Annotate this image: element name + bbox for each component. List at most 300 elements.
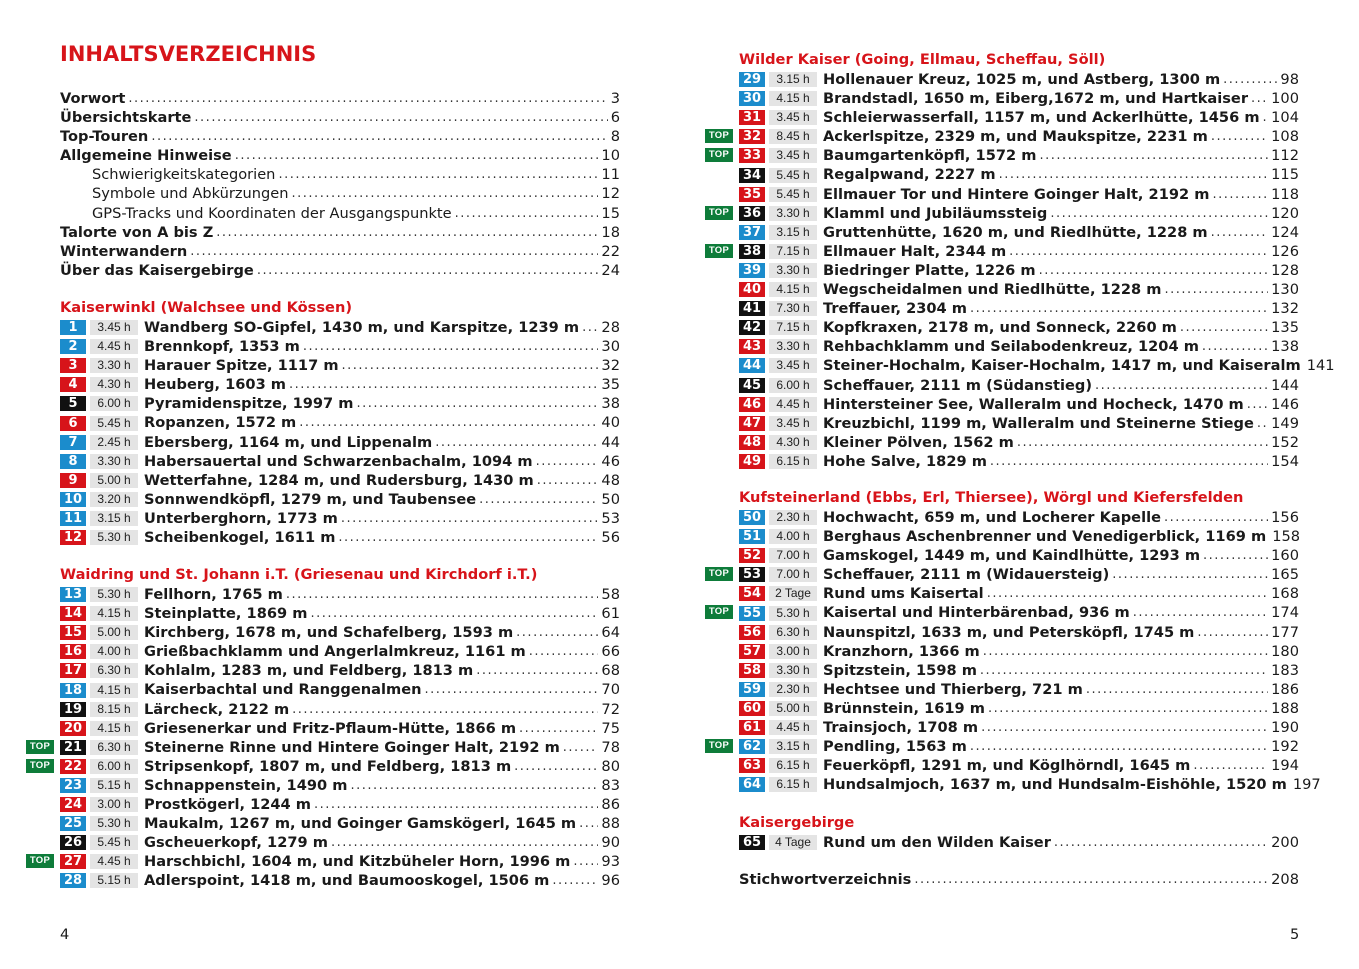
tour-entry[interactable]	[60, 452, 620, 471]
dot-leader	[1039, 146, 1268, 165]
tour-entry[interactable]	[739, 414, 1299, 433]
tour-duration: 6.15 h	[769, 758, 817, 773]
tour-title: Klamml und Jubiläumssteig	[823, 204, 1048, 222]
tour-page: 28	[601, 319, 620, 336]
tour-number-badge: 56	[739, 625, 765, 640]
tour-page: 120	[1271, 204, 1299, 222]
top-badge: TOP	[26, 854, 54, 868]
tour-title: Grießbachklamm und Angerlalmkreuz, 1161 m	[144, 643, 526, 661]
tour-title: Rund ums Kaisertal	[823, 585, 984, 603]
toc-entry[interactable]	[60, 89, 620, 108]
tour-title: Ebersberg, 1164 m, und Lippenalm	[144, 433, 433, 451]
tour-entry[interactable]	[60, 623, 620, 642]
tour-number-badge: 63	[739, 758, 765, 773]
tour-title: Habersauertal und Schwarzenbachalm, 1094 m	[144, 452, 533, 470]
tour-duration: 6.00 h	[90, 396, 138, 411]
dot-leader	[970, 299, 1268, 318]
tour-entry[interactable]	[739, 756, 1299, 775]
tour-entry[interactable]	[60, 509, 620, 528]
tour-title: Spitzstein, 1598 m	[823, 661, 977, 679]
tour-page: 156	[1271, 509, 1299, 526]
tour-number-badge: 65	[739, 835, 765, 850]
tour-title: Trainsjoch, 1708 m	[823, 719, 979, 737]
tour-duration: 4.45 h	[769, 720, 817, 735]
tour-page: 197	[1292, 776, 1321, 794]
tour-title: Sonnwendköpfl, 1279 m, und Taubensee	[144, 490, 477, 508]
tour-title: Schnappenstein, 1490 m	[144, 776, 348, 794]
tour-entry[interactable]	[739, 546, 1299, 565]
dot-leader	[455, 204, 599, 223]
tour-page: 200	[1271, 834, 1299, 851]
entry-page: 3	[610, 90, 620, 107]
tour-number-badge: 11	[60, 511, 86, 526]
tour-entry[interactable]	[708, 603, 1299, 622]
tour-number-badge: 15	[60, 625, 86, 640]
tour-page: 48	[601, 471, 620, 489]
dot-leader	[289, 375, 598, 394]
tour-page: 56	[601, 529, 620, 547]
tour-title: Fellhorn, 1765 m	[144, 586, 283, 603]
tour-title: Scheffauer, 2111 m (Südanstieg)	[823, 376, 1093, 394]
dot-leader	[573, 852, 598, 871]
tour-page: 64	[601, 624, 620, 642]
tour-number-badge: 54	[739, 586, 765, 601]
tour-page: 128	[1271, 261, 1299, 279]
dot-leader	[563, 738, 599, 757]
tour-title: Wegscheidalmen und Riedlhütte, 1228 m	[823, 281, 1162, 299]
section-heading: Wilder Kaiser (Going, Ellmau, Scheffau, Söll)	[739, 51, 1106, 68]
toc-entry[interactable]	[60, 165, 620, 184]
dot-leader	[292, 700, 598, 719]
tour-entry[interactable]	[60, 337, 620, 356]
tour-title: Gamskogel, 1449 m, und Kaindlhütte, 1293 m	[823, 547, 1201, 565]
tour-duration: 4.15 h	[90, 721, 138, 736]
toc-entry[interactable]	[60, 242, 620, 261]
top-badge: TOP	[705, 605, 733, 619]
tour-page: 80	[601, 757, 620, 775]
tour-entry[interactable]	[739, 452, 1299, 471]
tour-duration: 5.00 h	[769, 701, 817, 716]
right-page	[708, 0, 1335, 969]
tour-entry[interactable]	[60, 585, 620, 604]
tour-entry[interactable]	[60, 680, 620, 699]
tour-page: 86	[601, 796, 620, 814]
tour-entry[interactable]	[708, 204, 1299, 223]
tour-entry[interactable]	[708, 565, 1299, 584]
tour-duration: 3.30 h	[769, 263, 817, 278]
entry-page: 11	[601, 166, 620, 184]
dot-leader	[514, 757, 598, 776]
tour-number-badge: 48	[739, 435, 765, 450]
entry-page: 8	[610, 128, 620, 146]
tour-page: 180	[1271, 642, 1299, 660]
dot-leader	[1203, 546, 1268, 565]
dot-leader	[1247, 395, 1268, 414]
tour-number-badge: 6	[60, 416, 86, 431]
tour-entry[interactable]	[60, 433, 620, 452]
tour-duration: 6.15 h	[769, 777, 817, 792]
dot-leader	[1263, 108, 1269, 127]
tour-duration: 6.30 h	[90, 740, 138, 755]
section-wilder-kaiser	[708, 50, 1335, 471]
tour-duration: 2.45 h	[90, 435, 138, 450]
tour-duration: 5.30 h	[90, 816, 138, 831]
tour-duration: 4.15 h	[769, 91, 817, 106]
tour-duration: 3.15 h	[769, 225, 817, 240]
dot-leader	[1180, 318, 1268, 337]
tour-entry[interactable]	[739, 508, 1299, 527]
dot-leader	[1223, 70, 1277, 89]
entry-page: 6	[610, 109, 620, 127]
dot-leader	[128, 89, 607, 108]
section-heading: Waidring und St. Johann i.T. (Griesenau und Kirchdorf i.T.)	[60, 566, 538, 583]
tour-entry[interactable]	[29, 738, 620, 757]
tour-entry[interactable]	[708, 737, 1299, 756]
tour-title: Berghaus Aschenbrenner und Venedigerblick, 1169 m	[823, 528, 1267, 546]
tour-page: 158	[1272, 528, 1301, 546]
dot-leader	[286, 585, 599, 604]
dot-leader	[1017, 433, 1268, 452]
tour-entry[interactable]	[29, 757, 620, 776]
dot-leader	[999, 165, 1269, 184]
entry-page: 15	[601, 204, 620, 222]
dot-leader	[257, 261, 599, 280]
tour-title: Pyramidenspitze, 1997 m	[144, 395, 354, 413]
tour-entry[interactable]	[708, 127, 1299, 146]
tour-title: Hintersteiner See, Walleralm und Hocheck, 1470 m	[823, 395, 1244, 413]
tour-number-badge: 41	[739, 301, 765, 316]
tour-entry[interactable]	[739, 433, 1299, 452]
tour-entry[interactable]	[739, 165, 1299, 184]
tour-page: 53	[601, 509, 620, 527]
tour-page: 192	[1271, 738, 1299, 756]
tour-number-badge: 18	[60, 683, 86, 698]
dot-leader	[1086, 680, 1268, 699]
tour-duration: 8.15 h	[90, 702, 138, 717]
tour-number-badge: 59	[739, 682, 765, 697]
tour-duration: 7.00 h	[769, 567, 817, 582]
tour-entry[interactable]	[739, 337, 1299, 356]
tour-page: 188	[1271, 699, 1299, 717]
dot-leader	[1211, 223, 1269, 242]
dot-leader	[476, 661, 598, 680]
tour-number-badge: 50	[739, 510, 765, 525]
tour-duration: 5.00 h	[90, 473, 138, 488]
tour-title: Hundsalmjoch, 1637 m, und Hundsalm-Eishöhle, 1520 m	[823, 776, 1287, 794]
tour-page: 186	[1271, 680, 1299, 698]
toc-entry[interactable]	[60, 146, 620, 165]
tour-title: Hollenauer Kreuz, 1025 m, und Astberg, 1300 m	[823, 71, 1221, 88]
dot-leader	[1257, 414, 1268, 433]
tour-title: Kranzhorn, 1366 m	[823, 642, 980, 660]
tour-page: 144	[1271, 376, 1299, 394]
entry-title: Symbole und Abkürzungen	[92, 185, 289, 203]
dot-leader	[342, 356, 599, 375]
tour-entry[interactable]	[739, 395, 1299, 414]
dot-leader	[914, 870, 1268, 889]
tour-page: 177	[1271, 623, 1299, 641]
tour-duration: 5.30 h	[90, 587, 138, 602]
section-heading: Kaiserwinkl (Walchsee und Kössen)	[60, 299, 353, 316]
tour-page: 32	[601, 357, 620, 375]
dot-leader	[537, 471, 599, 490]
tour-page: 118	[1271, 185, 1299, 203]
tour-number-badge: 53	[739, 567, 765, 582]
dot-leader	[341, 509, 599, 528]
dot-leader	[980, 661, 1268, 680]
tour-duration: 5.45 h	[90, 835, 138, 850]
dot-leader	[1197, 623, 1268, 642]
tour-duration: 5.45 h	[769, 168, 817, 183]
tour-entry[interactable]	[739, 718, 1299, 737]
tour-entry[interactable]	[60, 413, 620, 432]
tour-page: 58	[601, 586, 620, 603]
tour-entry[interactable]	[739, 89, 1299, 108]
top-badge: TOP	[705, 739, 733, 753]
dot-leader	[1112, 565, 1268, 584]
tour-entry[interactable]	[739, 261, 1299, 280]
front-matter-list	[60, 89, 620, 280]
tour-entry[interactable]	[60, 719, 620, 738]
dot-leader	[1164, 508, 1268, 527]
tour-entry[interactable]	[739, 527, 1299, 546]
page-number-right: 5	[1290, 926, 1300, 943]
tour-duration: 4.45 h	[769, 397, 817, 412]
tour-page: 138	[1271, 338, 1299, 356]
dot-leader	[1009, 242, 1268, 261]
tour-title: Rehbachklamm und Seilabodenkreuz, 1204 m	[823, 338, 1199, 356]
tour-entry[interactable]	[60, 490, 620, 509]
dot-leader	[552, 871, 598, 890]
tour-duration: 8.45 h	[769, 129, 817, 144]
tour-entry[interactable]	[739, 356, 1335, 375]
dot-leader	[983, 642, 1268, 661]
tour-number-badge: 34	[739, 168, 765, 183]
tour-entry[interactable]	[739, 699, 1299, 718]
tour-number-badge: 42	[739, 320, 765, 335]
tour-entry[interactable]	[60, 528, 620, 547]
tour-entry[interactable]	[739, 661, 1299, 680]
tour-duration: 5.30 h	[90, 530, 138, 545]
tour-duration: 5.15 h	[90, 873, 138, 888]
tour-duration: 6.30 h	[90, 663, 138, 678]
tour-number-badge: 17	[60, 663, 86, 678]
tour-number-badge: 38	[739, 244, 765, 259]
dot-leader	[988, 699, 1268, 718]
tour-number-badge: 35	[739, 187, 765, 202]
tour-duration: 5.45 h	[769, 187, 817, 202]
tour-entry[interactable]	[739, 775, 1321, 794]
dot-leader	[519, 719, 598, 738]
tour-duration: 7.15 h	[769, 244, 817, 259]
dot-leader	[357, 394, 599, 413]
tour-duration: 5.45 h	[90, 416, 138, 431]
dot-leader	[1054, 833, 1268, 852]
tour-duration: 5.15 h	[90, 778, 138, 793]
tour-title: Prostkögerl, 1244 m	[144, 796, 311, 814]
tour-number-badge: 52	[739, 548, 765, 563]
tour-title: Griesenerkar und Fritz-Pflaum-Hütte, 1866 m	[144, 719, 517, 737]
dot-leader	[338, 528, 598, 547]
tour-entry[interactable]	[60, 471, 620, 490]
tour-title: Ellmauer Halt, 2344 m	[823, 242, 1007, 260]
tour-title: Treffauer, 2304 m	[823, 300, 967, 318]
tour-duration: 3.45 h	[90, 320, 138, 335]
tour-duration: 6.00 h	[769, 378, 817, 393]
tour-page: 96	[601, 872, 620, 890]
tour-title: Maukalm, 1267 m, und Goinger Gamskögerl, 1645 m	[144, 815, 577, 833]
tour-duration: 4.15 h	[90, 683, 138, 698]
tour-title: Brünnstein, 1619 m	[823, 699, 985, 717]
tour-entry[interactable]	[739, 108, 1299, 127]
tour-entry[interactable]	[60, 604, 620, 623]
dot-leader	[1193, 756, 1268, 775]
tour-number-badge: 44	[739, 358, 765, 373]
dot-leader	[516, 623, 598, 642]
tour-duration: 4.00 h	[769, 529, 817, 544]
toc-entry[interactable]	[60, 108, 620, 127]
tour-entry[interactable]	[60, 356, 620, 375]
tour-entry[interactable]	[739, 642, 1299, 661]
dot-leader	[1095, 376, 1268, 395]
tour-entry[interactable]	[739, 70, 1299, 89]
entry-title: Allgemeine Hinweise	[60, 147, 232, 165]
tour-entry[interactable]	[739, 185, 1299, 204]
entry-title: Winterwandern	[60, 242, 188, 260]
tour-entry[interactable]	[60, 871, 620, 890]
dot-leader	[529, 642, 599, 661]
tour-number-badge: 32	[739, 129, 765, 144]
tour-title: Adlerspoint, 1418 m, und Baumooskogel, 1506 m	[144, 872, 550, 890]
tour-title: Steinerne Rinne und Hintere Goinger Halt, 2192 m	[144, 738, 560, 756]
toc-entry-index[interactable]	[739, 870, 1299, 889]
tour-page: 88	[601, 815, 620, 833]
section-kaiserwinkl	[60, 298, 620, 547]
tour-duration: 4.15 h	[90, 606, 138, 621]
tour-duration: 4.45 h	[90, 854, 138, 869]
tour-title: Wetterfahne, 1284 m, und Rudersburg, 1430 m	[144, 471, 534, 489]
tour-duration: 7.30 h	[769, 301, 817, 316]
tour-entry[interactable]	[60, 318, 620, 337]
tour-entry[interactable]	[739, 299, 1299, 318]
tour-title: Lärcheck, 2122 m	[144, 700, 290, 718]
section-kaisergebirge	[739, 813, 1299, 852]
index-entry	[739, 870, 1299, 889]
entry-page: 10	[601, 147, 620, 165]
tour-number-badge: 30	[739, 91, 765, 106]
tour-number-badge: 47	[739, 416, 765, 431]
tour-title: Brennkopf, 1353 m	[144, 338, 300, 356]
tour-title: Baumgartenköpfl, 1572 m	[823, 147, 1037, 165]
tour-page: 135	[1271, 319, 1299, 337]
tour-duration: 6.15 h	[769, 454, 817, 469]
tour-entry[interactable]	[60, 700, 620, 719]
tour-page: 40	[601, 414, 620, 432]
tour-number-badge: 8	[60, 454, 86, 469]
section-waidring	[29, 565, 620, 891]
dot-leader	[479, 490, 598, 509]
tour-entry[interactable]	[60, 795, 620, 814]
tour-duration: 3.15 h	[769, 739, 817, 754]
entry-page: 208	[1271, 871, 1299, 888]
tour-page: 190	[1271, 719, 1299, 737]
entry-title: GPS-Tracks und Koordinaten der Ausgangspunkte	[92, 204, 452, 222]
tour-title: Hochwacht, 659 m, und Locherer Kapelle	[823, 509, 1161, 526]
tour-entry[interactable]	[29, 852, 620, 871]
tour-entry[interactable]	[739, 623, 1299, 642]
dot-leader	[1202, 337, 1268, 356]
tour-page: 194	[1271, 757, 1299, 775]
tour-entry[interactable]	[739, 376, 1299, 395]
tour-title: Kirchberg, 1678 m, und Schafelberg, 1593 m	[144, 624, 514, 642]
tour-title: Kreuzbichl, 1199 m, Walleralm und Steinerne Stiege	[823, 414, 1254, 432]
tour-duration: 4.30 h	[90, 377, 138, 392]
tour-number-badge: 22	[60, 759, 86, 774]
tour-number-badge: 3	[60, 358, 86, 373]
top-badge: TOP	[705, 567, 733, 581]
tour-number-badge: 49	[739, 454, 765, 469]
tour-entry[interactable]	[739, 223, 1299, 242]
tour-page: 98	[1280, 71, 1299, 88]
entry-page: 18	[601, 223, 620, 241]
tour-entry[interactable]	[708, 146, 1299, 165]
tour-title: Wandberg SO-Gipfel, 1430 m, und Karspitze, 1239 m	[144, 319, 580, 336]
tour-page: 146	[1271, 395, 1299, 413]
tour-entry[interactable]	[739, 680, 1299, 699]
dot-leader	[151, 127, 607, 146]
tour-title: Scheibenkogel, 1611 m	[144, 529, 336, 547]
tour-page: 75	[601, 719, 620, 737]
tour-entry[interactable]	[60, 833, 620, 852]
toc-entry[interactable]	[60, 223, 620, 242]
tour-entry[interactable]	[60, 661, 620, 680]
toc-entry[interactable]	[60, 204, 620, 223]
tour-entry[interactable]	[708, 242, 1299, 261]
tour-entry[interactable]	[739, 833, 1299, 852]
toc-entry[interactable]	[60, 261, 620, 280]
toc-entry[interactable]	[60, 127, 620, 146]
tour-entry[interactable]	[60, 814, 620, 833]
tour-entry[interactable]	[60, 394, 620, 413]
toc-entry[interactable]	[60, 184, 620, 203]
tour-title: Scheffauer, 2111 m (Widauersteig)	[823, 566, 1110, 584]
tour-number-badge: 28	[60, 873, 86, 888]
dot-leader	[194, 108, 607, 127]
tour-duration: 3.30 h	[769, 663, 817, 678]
top-badge: TOP	[26, 759, 54, 773]
dot-leader	[1164, 280, 1268, 299]
tour-number-badge: 26	[60, 835, 86, 850]
dot-leader	[278, 165, 598, 184]
tour-number-badge: 23	[60, 778, 86, 793]
section-heading: Kufsteinerland (Ebbs, Erl, Thiersee), Wörgl und Kiefersfelden	[739, 489, 1244, 506]
dot-leader	[303, 337, 599, 356]
tour-page: 132	[1271, 300, 1299, 318]
tour-entry[interactable]	[739, 584, 1299, 603]
tour-entry[interactable]	[739, 318, 1299, 337]
tour-number-badge: 25	[60, 816, 86, 831]
tour-entry[interactable]	[60, 642, 620, 661]
tour-number-badge: 60	[739, 701, 765, 716]
tour-entry[interactable]	[739, 280, 1299, 299]
tour-page: 83	[601, 776, 620, 794]
tour-entry[interactable]	[60, 375, 620, 394]
tour-duration: 4.15 h	[769, 282, 817, 297]
tour-entry[interactable]	[60, 776, 620, 795]
top-badge: TOP	[705, 148, 733, 162]
tour-number-badge: 9	[60, 473, 86, 488]
tour-duration: 6.00 h	[90, 759, 138, 774]
